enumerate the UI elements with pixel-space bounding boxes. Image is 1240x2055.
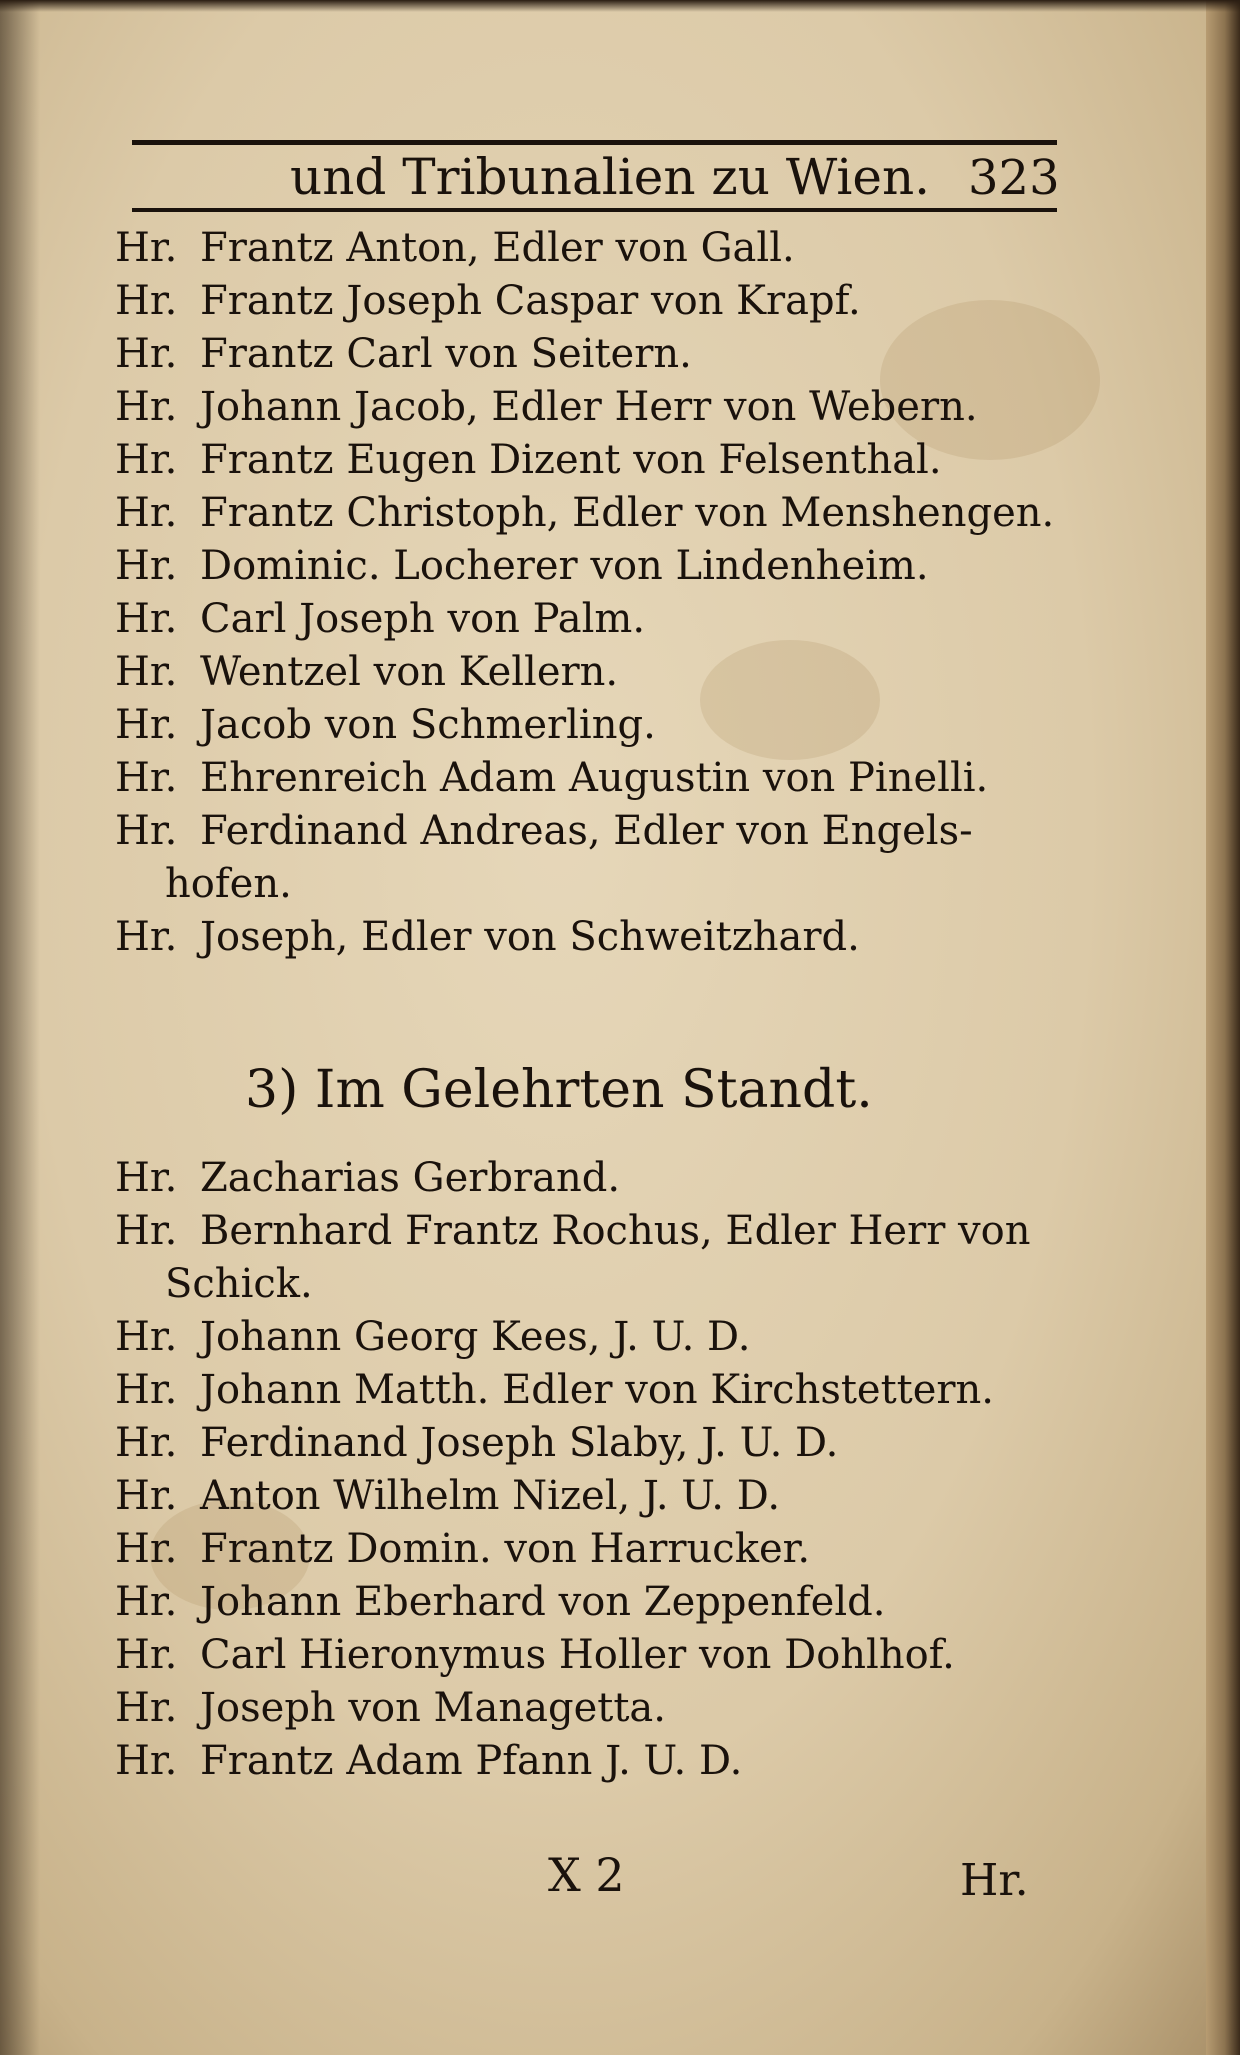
gutter-shadow — [0, 0, 40, 2055]
honorific-prefix: Hr. — [115, 649, 178, 695]
list-item — [115, 1470, 1055, 1523]
list-item — [115, 1576, 1055, 1629]
list-item — [115, 275, 1055, 328]
honorific-prefix: Hr. — [115, 1367, 178, 1413]
list-item — [115, 540, 1055, 593]
entry-name: Zacharias Gerbrand. — [200, 1155, 621, 1201]
name-list-part2 — [115, 1152, 1055, 1788]
running-head: und Tribunalien zu Wien. — [290, 148, 931, 206]
list-item — [115, 381, 1055, 434]
list-item — [115, 646, 1055, 699]
list-item — [115, 328, 1055, 381]
top-edge — [0, 0, 1240, 12]
header-rule — [132, 140, 1057, 145]
entry-name: Frantz Eugen Dizent von Felsenthal. — [200, 437, 942, 483]
section-heading: 3) Im Gelehrten Standt. — [245, 1060, 873, 1120]
list-item — [115, 1523, 1055, 1576]
list-item — [115, 805, 1055, 858]
list-item — [115, 1629, 1055, 1682]
list-item — [115, 1152, 1055, 1205]
entry-name: Bernhard Frantz Rochus, Edler Herr von — [200, 1208, 1031, 1254]
entry-name: Joseph von Managetta. — [200, 1685, 666, 1731]
honorific-prefix: Hr. — [115, 1420, 178, 1466]
entry-name: Ehrenreich Adam Augustin von Pinelli. — [200, 755, 989, 801]
list-item — [115, 1417, 1055, 1470]
entry-name: Frantz Adam Pfann J. U. D. — [200, 1738, 743, 1784]
honorific-prefix: Hr. — [115, 914, 178, 960]
entry-name: Joseph, Edler von Schweitzhard. — [200, 914, 860, 960]
list-item — [115, 911, 1055, 964]
list-item — [115, 1682, 1055, 1735]
honorific-prefix: Hr. — [115, 1738, 178, 1784]
signature-mark: X 2 — [548, 1848, 625, 1902]
entry-name: Anton Wilhelm Nizel, J. U. D. — [200, 1473, 781, 1519]
honorific-prefix: Hr. — [115, 384, 178, 430]
list-item — [115, 1311, 1055, 1364]
entry-name: Carl Joseph von Palm. — [200, 596, 646, 642]
page-edge — [1206, 0, 1240, 2055]
honorific-prefix: Hr. — [115, 1314, 178, 1360]
entry-name: Frantz Carl von Seitern. — [200, 331, 692, 377]
entry-name: Jacob von Schmerling. — [200, 702, 656, 748]
entry-continuation: Schick. — [165, 1261, 313, 1307]
list-item — [115, 752, 1055, 805]
list-item — [115, 1735, 1055, 1788]
honorific-prefix: Hr. — [115, 490, 178, 536]
entry-name: Carl Hieronymus Holler von Dohlhof. — [200, 1632, 955, 1678]
honorific-prefix: Hr. — [115, 1685, 178, 1731]
honorific-prefix: Hr. — [115, 1473, 178, 1519]
entry-name: Frantz Christoph, Edler von Menshengen. — [200, 490, 1055, 536]
entry-name: Wentzel von Kellern. — [200, 649, 619, 695]
entry-name: Ferdinand Andreas, Edler von Engels- — [200, 808, 973, 854]
entry-name: Ferdinand Joseph Slaby, J. U. D. — [200, 1420, 839, 1466]
honorific-prefix: Hr. — [115, 225, 178, 271]
honorific-prefix: Hr. — [115, 1208, 178, 1254]
entry-name: Frantz Domin. von Harrucker. — [200, 1526, 811, 1572]
honorific-prefix: Hr. — [115, 278, 178, 324]
list-item — [115, 434, 1055, 487]
catchword: Hr. — [960, 1855, 1029, 1906]
list-item — [115, 593, 1055, 646]
honorific-prefix: Hr. — [115, 437, 178, 483]
list-item — [115, 1364, 1055, 1417]
honorific-prefix: Hr. — [115, 755, 178, 801]
list-item — [115, 222, 1055, 275]
honorific-prefix: Hr. — [115, 543, 178, 589]
honorific-prefix: Hr. — [115, 331, 178, 377]
list-item — [115, 699, 1055, 752]
entry-name: Frantz Joseph Caspar von Krapf. — [200, 278, 861, 324]
entry-name: Johann Eberhard von Zeppenfeld. — [200, 1579, 886, 1625]
honorific-prefix: Hr. — [115, 808, 178, 854]
honorific-prefix: Hr. — [115, 1526, 178, 1572]
entry-continuation: hofen. — [165, 861, 292, 907]
entry-name: Dominic. Locherer von Lindenheim. — [200, 543, 929, 589]
honorific-prefix: Hr. — [115, 1632, 178, 1678]
name-list-part1 — [115, 222, 1055, 964]
page-number: 323 — [968, 150, 1060, 206]
honorific-prefix: Hr. — [115, 1579, 178, 1625]
entry-name: Johann Georg Kees, J. U. D. — [200, 1314, 751, 1360]
header-rule — [132, 208, 1057, 212]
entry-name: Frantz Anton, Edler von Gall. — [200, 225, 795, 271]
honorific-prefix: Hr. — [115, 1155, 178, 1201]
entry-name: Johann Jacob, Edler Herr von Webern. — [200, 384, 978, 430]
list-item — [115, 1205, 1055, 1258]
list-item — [115, 487, 1055, 540]
honorific-prefix: Hr. — [115, 702, 178, 748]
entry-name: Johann Matth. Edler von Kirchstettern. — [200, 1367, 995, 1413]
honorific-prefix: Hr. — [115, 596, 178, 642]
